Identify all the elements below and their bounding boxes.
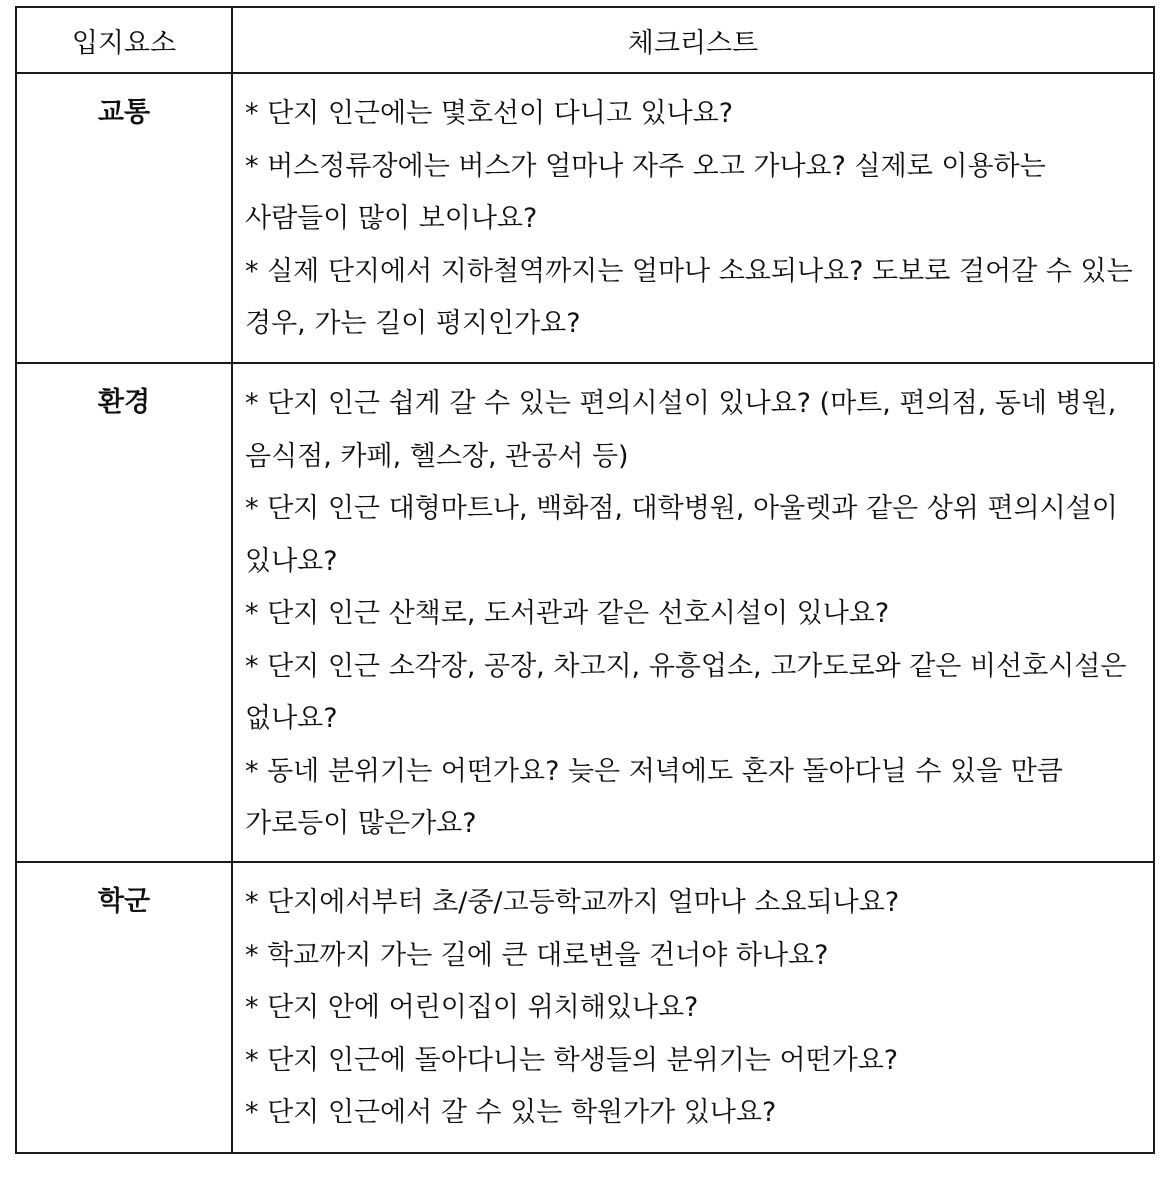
checklist-item: * 단지 인근에 돌아다니는 학생들의 분위기는 어떤가요?	[245, 1044, 899, 1076]
header-location-factor: 입지요소	[17, 8, 233, 72]
section-row-school-district	[17, 861, 1153, 1152]
checklist-item: * 학교까지 가는 길에 큰 대로변을 건너야 하나요?	[245, 939, 829, 971]
table-header-row	[17, 8, 1153, 72]
checklist-item: * 단지 인근 소각장, 공장, 차고지, 유흥업소, 고가도로와 같은 비선호시설은 없나요?	[245, 650, 1127, 734]
checklist-item: * 단지에서부터 초/중/고등학교까지 얼마나 소요되나요?	[245, 887, 900, 918]
checklist-item: * 동네 분위기는 어떤가요? 늦은 저녁에도 혼자 돌아다닐 수 있을 만큼 가로등이 많은가요?	[245, 755, 1063, 839]
section-row-environment	[17, 362, 1153, 861]
checklist-item: * 단지 인근에서 갈 수 있는 학원가가 있나요?	[245, 1097, 777, 1128]
checklist-item: * 버스정류장에는 버스가 얼마나 자주 오고 가나요? 실제로 이용하는 사람들이 많이 보이나요?	[245, 150, 1046, 234]
section-checklist	[233, 863, 1153, 1152]
section-row-transport	[17, 72, 1153, 362]
section-checklist	[233, 364, 1153, 861]
header-checklist: 체크리스트	[627, 27, 759, 59]
checklist-item: * 실제 단지에서 지하철역까지는 얼마나 소요되나요? 도보로 걸어갈 수 있는 경우, 가는 길이 평지인가요?	[245, 255, 1133, 339]
checklist-table	[15, 6, 1155, 1154]
section-name: 교통	[17, 74, 233, 362]
section-checklist	[233, 74, 1153, 362]
section-name: 학군	[17, 863, 233, 1152]
checklist-item: * 단지 인근에는 몇호선이 다니고 있나요?	[245, 98, 734, 129]
checklist-item: * 단지 안에 어린이집이 위치해있나요?	[245, 992, 699, 1023]
section-name: 환경	[17, 364, 233, 861]
checklist-item: * 단지 인근 대형마트나, 백화점, 대학병원, 아울렛과 같은 상위 편의시설이 있나요?	[245, 493, 1118, 577]
checklist-item: * 단지 인근 쉽게 갈 수 있는 편의시설이 있나요? (마트, 편의점, 동네 병원, 음식점, 카페, 헬스장, 관공서 등)	[245, 388, 1117, 472]
checklist-item: * 단지 인근 산책로, 도서관과 같은 선호시설이 있나요?	[245, 598, 890, 629]
